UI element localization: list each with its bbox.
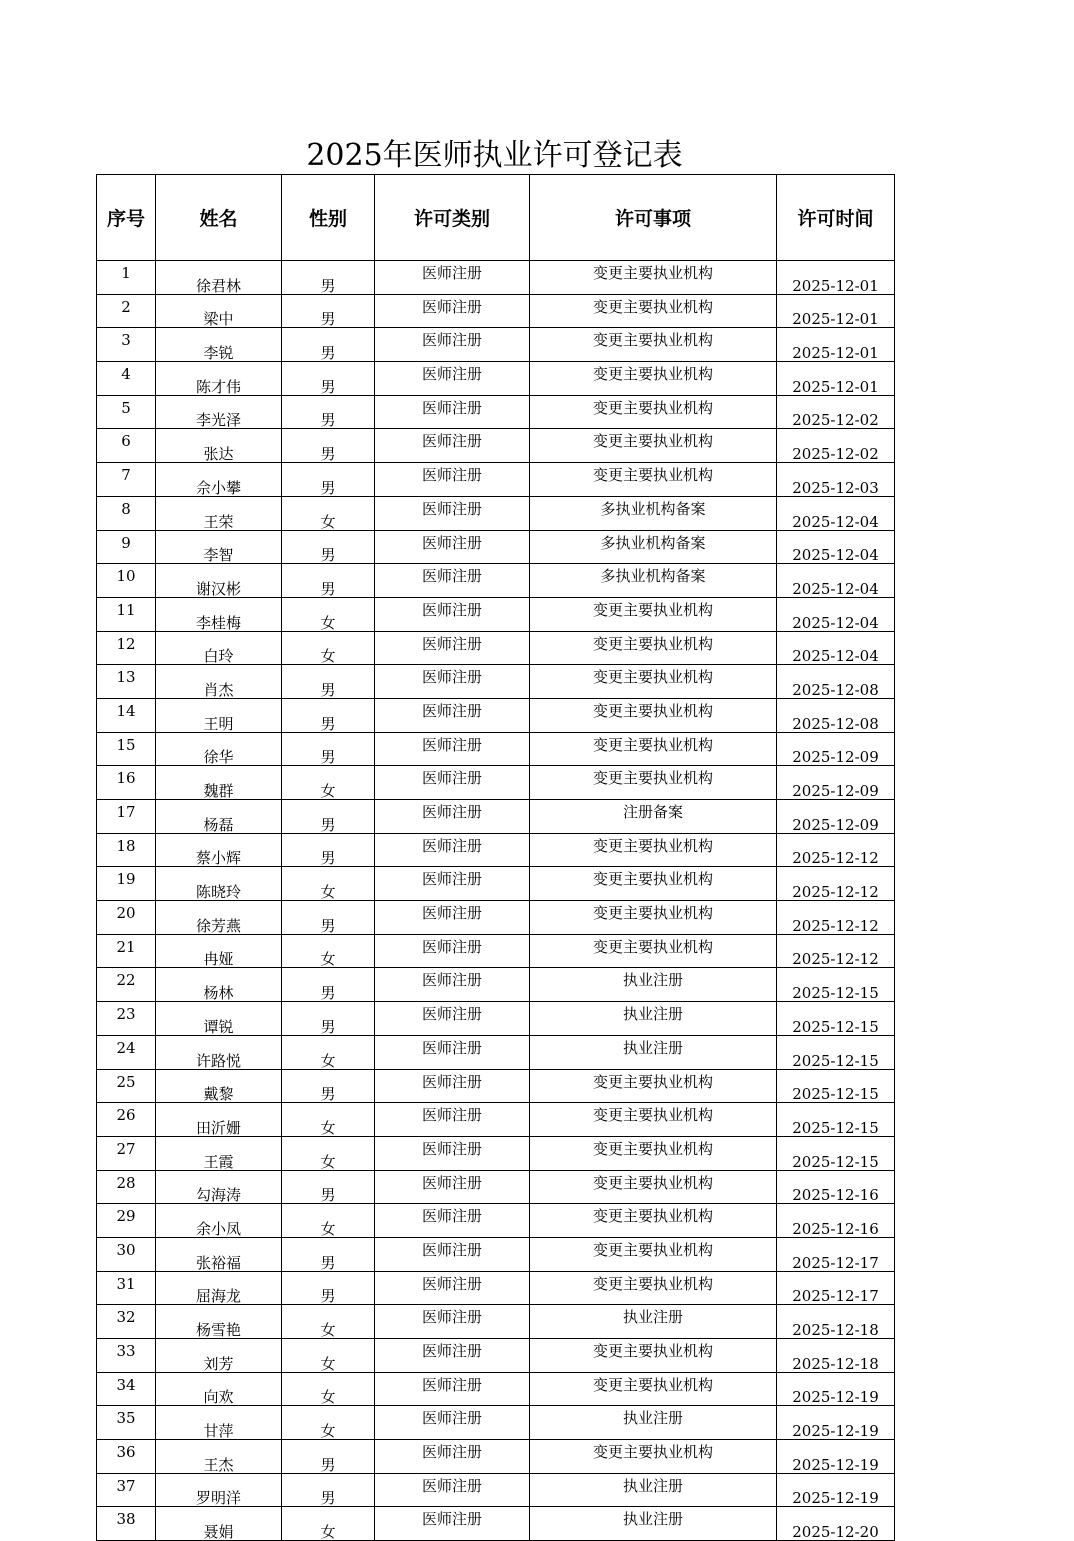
table-row — [97, 833, 895, 867]
license-item-cell: 多执业机构备案 — [530, 564, 777, 598]
gender-cell: 女 — [282, 1372, 375, 1406]
gender-cell: 女 — [282, 1103, 375, 1137]
license-item-cell: 变更主要执业机构 — [530, 698, 777, 732]
license-category-cell: 医师注册 — [375, 766, 530, 800]
license-date-cell: 2025-12-04 — [777, 564, 895, 598]
license-date-cell: 2025-12-03 — [777, 463, 895, 497]
name-cell: 许路悦 — [156, 1035, 282, 1069]
index-cell: 33 — [97, 1339, 156, 1373]
license-category-cell: 医师注册 — [375, 732, 530, 766]
license-date-cell: 2025-12-12 — [777, 901, 895, 935]
table-row — [97, 665, 895, 699]
index-cell: 8 — [97, 496, 156, 530]
table-row — [97, 1440, 895, 1474]
name-cell: 甘萍 — [156, 1406, 282, 1440]
name-cell: 田沂姗 — [156, 1103, 282, 1137]
license-date-cell: 2025-12-12 — [777, 833, 895, 867]
gender-cell: 男 — [282, 328, 375, 362]
index-cell: 2 — [97, 294, 156, 328]
license-item-cell: 变更主要执业机构 — [530, 934, 777, 968]
license-date-cell: 2025-12-19 — [777, 1440, 895, 1474]
license-item-cell: 变更主要执业机构 — [530, 328, 777, 362]
table-row — [97, 530, 895, 564]
license-category-cell: 医师注册 — [375, 833, 530, 867]
gender-cell: 男 — [282, 833, 375, 867]
license-category-cell: 医师注册 — [375, 1170, 530, 1204]
gender-cell: 男 — [282, 294, 375, 328]
table-row — [97, 294, 895, 328]
license-category-cell: 医师注册 — [375, 800, 530, 834]
name-cell: 聂娟 — [156, 1507, 282, 1541]
gender-cell: 女 — [282, 766, 375, 800]
license-category-cell: 医师注册 — [375, 1305, 530, 1339]
license-date-cell: 2025-12-17 — [777, 1271, 895, 1305]
license-category-cell: 医师注册 — [375, 698, 530, 732]
index-cell: 17 — [97, 800, 156, 834]
license-date-cell: 2025-12-04 — [777, 631, 895, 665]
index-cell: 9 — [97, 530, 156, 564]
license-date-cell: 2025-12-01 — [777, 328, 895, 362]
name-cell: 徐君林 — [156, 261, 282, 295]
name-cell: 余小凤 — [156, 1204, 282, 1238]
table-row — [97, 698, 895, 732]
license-category-cell: 医师注册 — [375, 1237, 530, 1271]
license-category-cell: 医师注册 — [375, 1035, 530, 1069]
gender-cell: 男 — [282, 564, 375, 598]
table-row — [97, 597, 895, 631]
license-date-cell: 2025-12-15 — [777, 1069, 895, 1103]
index-cell: 24 — [97, 1035, 156, 1069]
index-cell: 23 — [97, 1002, 156, 1036]
license-date-cell: 2025-12-04 — [777, 530, 895, 564]
license-item-cell: 变更主要执业机构 — [530, 901, 777, 935]
license-date-cell: 2025-12-15 — [777, 968, 895, 1002]
table-row — [97, 429, 895, 463]
license-item-cell: 变更主要执业机构 — [530, 867, 777, 901]
name-cell: 白玲 — [156, 631, 282, 665]
table-row — [97, 1204, 895, 1238]
license-item-cell: 变更主要执业机构 — [530, 1372, 777, 1406]
gender-cell: 女 — [282, 934, 375, 968]
name-cell: 杨林 — [156, 968, 282, 1002]
index-cell: 16 — [97, 766, 156, 800]
index-cell: 20 — [97, 901, 156, 935]
name-cell: 谭锐 — [156, 1002, 282, 1036]
name-cell: 勾海涛 — [156, 1170, 282, 1204]
license-category-cell: 医师注册 — [375, 496, 530, 530]
gender-cell: 男 — [282, 901, 375, 935]
license-item-cell: 变更主要执业机构 — [530, 1339, 777, 1373]
name-cell: 谢汉彬 — [156, 564, 282, 598]
license-category-cell: 医师注册 — [375, 1440, 530, 1474]
gender-cell: 男 — [282, 698, 375, 732]
gender-cell: 女 — [282, 1204, 375, 1238]
license-date-cell: 2025-12-02 — [777, 429, 895, 463]
gender-cell: 女 — [282, 1406, 375, 1440]
license-category-cell: 医师注册 — [375, 665, 530, 699]
name-cell: 魏群 — [156, 766, 282, 800]
license-item-cell: 变更主要执业机构 — [530, 833, 777, 867]
table-row — [97, 261, 895, 295]
index-cell: 1 — [97, 261, 156, 295]
index-cell: 37 — [97, 1473, 156, 1507]
license-item-cell: 变更主要执业机构 — [530, 1204, 777, 1238]
page-title: 2025年医师执业许可登记表 — [306, 138, 683, 173]
license-category-cell: 医师注册 — [375, 261, 530, 295]
license-category-cell: 医师注册 — [375, 429, 530, 463]
license-item-cell: 变更主要执业机构 — [530, 294, 777, 328]
table-row — [97, 800, 895, 834]
license-item-cell: 变更主要执业机构 — [530, 665, 777, 699]
license-category-cell: 医师注册 — [375, 901, 530, 935]
table-row — [97, 1035, 895, 1069]
gender-cell: 男 — [282, 395, 375, 429]
license-category-cell: 医师注册 — [375, 1406, 530, 1440]
license-date-cell: 2025-12-12 — [777, 867, 895, 901]
name-cell: 梁中 — [156, 294, 282, 328]
table-row — [97, 1339, 895, 1373]
table-row — [97, 496, 895, 530]
index-cell: 31 — [97, 1271, 156, 1305]
license-item-cell: 变更主要执业机构 — [530, 429, 777, 463]
license-item-cell: 变更主要执业机构 — [530, 1271, 777, 1305]
table-row — [97, 1372, 895, 1406]
table-row — [97, 968, 895, 1002]
name-cell: 肖杰 — [156, 665, 282, 699]
gender-cell: 男 — [282, 1440, 375, 1474]
gender-cell: 男 — [282, 1069, 375, 1103]
name-cell: 佘小攀 — [156, 463, 282, 497]
column-header-index: 序号 — [97, 175, 156, 261]
license-date-cell: 2025-12-19 — [777, 1473, 895, 1507]
table-row — [97, 631, 895, 665]
gender-cell: 女 — [282, 1339, 375, 1373]
license-category-cell: 医师注册 — [375, 1069, 530, 1103]
gender-cell: 男 — [282, 261, 375, 295]
index-cell: 32 — [97, 1305, 156, 1339]
license-category-cell: 医师注册 — [375, 328, 530, 362]
name-cell: 罗明洋 — [156, 1473, 282, 1507]
gender-cell: 男 — [282, 530, 375, 564]
license-category-cell: 医师注册 — [375, 564, 530, 598]
index-cell: 18 — [97, 833, 156, 867]
index-cell: 7 — [97, 463, 156, 497]
gender-cell: 男 — [282, 463, 375, 497]
name-cell: 李光泽 — [156, 395, 282, 429]
index-cell: 28 — [97, 1170, 156, 1204]
name-cell: 王明 — [156, 698, 282, 732]
license-category-cell: 医师注册 — [375, 1372, 530, 1406]
name-cell: 戴黎 — [156, 1069, 282, 1103]
license-category-cell: 医师注册 — [375, 597, 530, 631]
table-row — [97, 1237, 895, 1271]
license-item-cell: 变更主要执业机构 — [530, 732, 777, 766]
table-row — [97, 867, 895, 901]
license-date-cell: 2025-12-20 — [777, 1507, 895, 1541]
name-cell: 杨雪艳 — [156, 1305, 282, 1339]
license-category-cell: 医师注册 — [375, 1002, 530, 1036]
table-row — [97, 1069, 895, 1103]
gender-cell: 女 — [282, 631, 375, 665]
license-item-cell: 多执业机构备案 — [530, 530, 777, 564]
column-header-license-date: 许可时间 — [777, 175, 895, 261]
license-category-cell: 医师注册 — [375, 934, 530, 968]
license-item-cell: 执业注册 — [530, 1507, 777, 1541]
license-category-cell: 医师注册 — [375, 1103, 530, 1137]
name-cell: 王霞 — [156, 1136, 282, 1170]
index-cell: 22 — [97, 968, 156, 1002]
gender-cell: 女 — [282, 1507, 375, 1541]
name-cell: 向欢 — [156, 1372, 282, 1406]
license-item-cell: 注册备案 — [530, 800, 777, 834]
license-category-cell: 医师注册 — [375, 1271, 530, 1305]
header-row — [97, 175, 895, 261]
index-cell: 35 — [97, 1406, 156, 1440]
license-date-cell: 2025-12-19 — [777, 1372, 895, 1406]
license-date-cell: 2025-12-09 — [777, 800, 895, 834]
index-cell: 30 — [97, 1237, 156, 1271]
license-category-cell: 医师注册 — [375, 1507, 530, 1541]
gender-cell: 女 — [282, 496, 375, 530]
name-cell: 王杰 — [156, 1440, 282, 1474]
license-item-cell: 变更主要执业机构 — [530, 1103, 777, 1137]
license-date-cell: 2025-12-15 — [777, 1136, 895, 1170]
license-date-cell: 2025-12-01 — [777, 294, 895, 328]
license-date-cell: 2025-12-04 — [777, 597, 895, 631]
gender-cell: 男 — [282, 362, 375, 396]
name-cell: 李智 — [156, 530, 282, 564]
license-date-cell: 2025-12-18 — [777, 1305, 895, 1339]
name-cell: 蔡小辉 — [156, 833, 282, 867]
name-cell: 徐华 — [156, 732, 282, 766]
gender-cell: 女 — [282, 1035, 375, 1069]
license-category-cell: 医师注册 — [375, 362, 530, 396]
index-cell: 12 — [97, 631, 156, 665]
index-cell: 11 — [97, 597, 156, 631]
gender-cell: 男 — [282, 1473, 375, 1507]
license-date-cell: 2025-12-18 — [777, 1339, 895, 1373]
license-item-cell: 执业注册 — [530, 1035, 777, 1069]
column-header-gender: 性别 — [282, 175, 375, 261]
license-item-cell: 变更主要执业机构 — [530, 395, 777, 429]
license-date-cell: 2025-12-08 — [777, 665, 895, 699]
license-date-cell: 2025-12-01 — [777, 261, 895, 295]
table-row — [97, 1103, 895, 1137]
license-date-cell: 2025-12-15 — [777, 1035, 895, 1069]
name-cell: 杨磊 — [156, 800, 282, 834]
license-date-cell: 2025-12-15 — [777, 1103, 895, 1137]
table-row — [97, 362, 895, 396]
gender-cell: 男 — [282, 429, 375, 463]
license-item-cell: 变更主要执业机构 — [530, 597, 777, 631]
license-category-cell: 医师注册 — [375, 1204, 530, 1238]
license-category-cell: 医师注册 — [375, 867, 530, 901]
license-date-cell: 2025-12-16 — [777, 1170, 895, 1204]
license-item-cell: 变更主要执业机构 — [530, 1170, 777, 1204]
name-cell: 刘芳 — [156, 1339, 282, 1373]
license-category-cell: 医师注册 — [375, 631, 530, 665]
table-row — [97, 766, 895, 800]
table-row — [97, 328, 895, 362]
license-item-cell: 变更主要执业机构 — [530, 766, 777, 800]
gender-cell: 男 — [282, 1271, 375, 1305]
table-row — [97, 934, 895, 968]
index-cell: 38 — [97, 1507, 156, 1541]
column-header-name: 姓名 — [156, 175, 282, 261]
table-row — [97, 901, 895, 935]
license-category-cell: 医师注册 — [375, 968, 530, 1002]
index-cell: 14 — [97, 698, 156, 732]
license-item-cell: 执业注册 — [530, 1473, 777, 1507]
license-item-cell: 多执业机构备案 — [530, 496, 777, 530]
index-cell: 26 — [97, 1103, 156, 1137]
license-item-cell: 变更主要执业机构 — [530, 1440, 777, 1474]
license-item-cell: 执业注册 — [530, 968, 777, 1002]
index-cell: 13 — [97, 665, 156, 699]
index-cell: 34 — [97, 1372, 156, 1406]
table-row — [97, 564, 895, 598]
index-cell: 6 — [97, 429, 156, 463]
license-date-cell: 2025-12-19 — [777, 1406, 895, 1440]
license-category-cell: 医师注册 — [375, 1136, 530, 1170]
table-row — [97, 1170, 895, 1204]
license-category-cell: 医师注册 — [375, 395, 530, 429]
license-category-cell: 医师注册 — [375, 463, 530, 497]
table-row — [97, 463, 895, 497]
table-row — [97, 1507, 895, 1541]
name-cell: 张达 — [156, 429, 282, 463]
table-row — [97, 1271, 895, 1305]
table-row — [97, 1406, 895, 1440]
index-cell: 4 — [97, 362, 156, 396]
index-cell: 29 — [97, 1204, 156, 1238]
license-item-cell: 变更主要执业机构 — [530, 261, 777, 295]
name-cell: 冉娅 — [156, 934, 282, 968]
index-cell: 19 — [97, 867, 156, 901]
name-cell: 王荣 — [156, 496, 282, 530]
column-header-license-category: 许可类别 — [375, 175, 530, 261]
gender-cell: 男 — [282, 1002, 375, 1036]
name-cell: 李锐 — [156, 328, 282, 362]
gender-cell: 女 — [282, 597, 375, 631]
table-row — [97, 1305, 895, 1339]
name-cell: 张裕福 — [156, 1237, 282, 1271]
table-row — [97, 395, 895, 429]
gender-cell: 男 — [282, 665, 375, 699]
license-category-cell: 医师注册 — [375, 1339, 530, 1373]
license-date-cell: 2025-12-02 — [777, 395, 895, 429]
license-item-cell: 变更主要执业机构 — [530, 362, 777, 396]
table-row — [97, 1136, 895, 1170]
index-cell: 27 — [97, 1136, 156, 1170]
license-item-cell: 变更主要执业机构 — [530, 631, 777, 665]
name-cell: 屈海龙 — [156, 1271, 282, 1305]
index-cell: 36 — [97, 1440, 156, 1474]
gender-cell: 男 — [282, 732, 375, 766]
index-cell: 3 — [97, 328, 156, 362]
gender-cell: 男 — [282, 800, 375, 834]
gender-cell: 女 — [282, 867, 375, 901]
table-row — [97, 1002, 895, 1036]
gender-cell: 男 — [282, 1170, 375, 1204]
table-row — [97, 1473, 895, 1507]
license-item-cell: 执业注册 — [530, 1305, 777, 1339]
license-date-cell: 2025-12-09 — [777, 732, 895, 766]
name-cell: 陈才伟 — [156, 362, 282, 396]
license-date-cell: 2025-12-09 — [777, 766, 895, 800]
license-date-cell: 2025-12-08 — [777, 698, 895, 732]
license-date-cell: 2025-12-16 — [777, 1204, 895, 1238]
name-cell: 徐芳燕 — [156, 901, 282, 935]
gender-cell: 男 — [282, 1237, 375, 1271]
column-header-license-item: 许可事项 — [530, 175, 777, 261]
license-date-cell: 2025-12-01 — [777, 362, 895, 396]
license-date-cell: 2025-12-04 — [777, 496, 895, 530]
license-date-cell: 2025-12-15 — [777, 1002, 895, 1036]
license-item-cell: 变更主要执业机构 — [530, 1136, 777, 1170]
gender-cell: 男 — [282, 968, 375, 1002]
license-register-table — [96, 174, 895, 1541]
index-cell: 21 — [97, 934, 156, 968]
license-category-cell: 医师注册 — [375, 1473, 530, 1507]
name-cell: 陈晓玲 — [156, 867, 282, 901]
license-date-cell: 2025-12-17 — [777, 1237, 895, 1271]
license-category-cell: 医师注册 — [375, 530, 530, 564]
gender-cell: 女 — [282, 1136, 375, 1170]
name-cell: 李桂梅 — [156, 597, 282, 631]
gender-cell: 女 — [282, 1305, 375, 1339]
index-cell: 5 — [97, 395, 156, 429]
index-cell: 15 — [97, 732, 156, 766]
index-cell: 25 — [97, 1069, 156, 1103]
license-item-cell: 变更主要执业机构 — [530, 463, 777, 497]
license-item-cell: 变更主要执业机构 — [530, 1237, 777, 1271]
license-item-cell: 执业注册 — [530, 1002, 777, 1036]
license-date-cell: 2025-12-12 — [777, 934, 895, 968]
license-category-cell: 医师注册 — [375, 294, 530, 328]
license-item-cell: 执业注册 — [530, 1406, 777, 1440]
license-item-cell: 变更主要执业机构 — [530, 1069, 777, 1103]
index-cell: 10 — [97, 564, 156, 598]
table-row — [97, 732, 895, 766]
